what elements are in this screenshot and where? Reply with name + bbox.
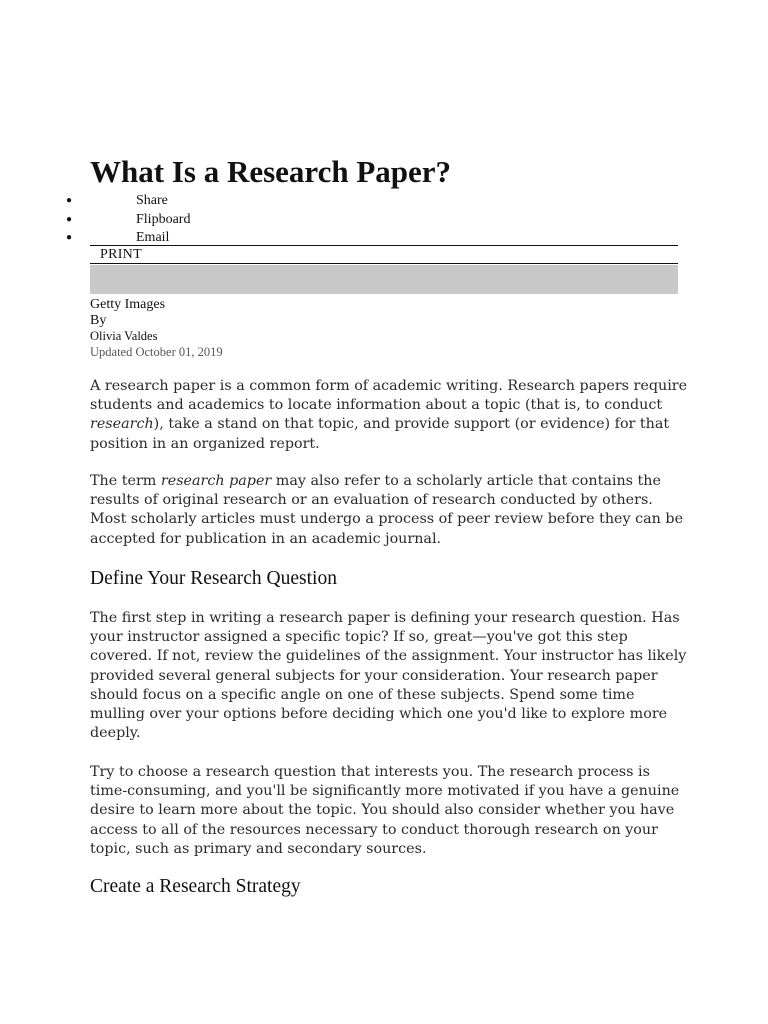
updated-date: Updated October 01, 2019 — [90, 345, 223, 359]
bullet-icon: ● — [66, 213, 73, 225]
share-link[interactable]: Share — [136, 193, 168, 208]
paragraph-first-step: The first step in writing a research paper is defining your research question. Has your instructor assigned a specific topic? If so, great—you've got this step covered. If not, review the guidelines of the assignment. Your instructor has likely provided several general subjects for your consideration. Your research paper should focus on a specific angle on one of these subjects. Spend some time mulling over your options before deciding which one you'd like to explore more deeply. — [90, 610, 687, 742]
byline-label: By — [90, 313, 107, 328]
paragraph-text: may also refer to a scholarly article that contains the results of original research or an evaluation of research conducted by others. Most scholarly articles must undergo a process of peer review before they can be accepted for publication in an academic journal. — [90, 473, 684, 547]
bullet-icon: ● — [66, 195, 73, 206]
print-bar[interactable] — [90, 245, 678, 264]
email-link[interactable]: Email — [136, 230, 170, 245]
flipboard-link[interactable]: Flipboard — [136, 211, 191, 227]
section-heading-define-question: Define Your Research Question — [90, 568, 337, 589]
paragraph-text: ), take a stand on that topic, and provide support (or evidence) for that position in an organized report. — [90, 416, 670, 452]
author-link[interactable]: Olivia Valdes — [90, 329, 158, 343]
article-image-placeholder — [90, 265, 678, 294]
paragraph-text: A research paper is a common form of academic writing. Research papers require students and academics to locate information about a topic (that is, to conduct — [90, 378, 688, 414]
article-title: What Is a Research Paper? — [90, 154, 452, 189]
paragraph-text: The term — [90, 473, 161, 489]
emphasis-text: research — [90, 416, 154, 433]
section-heading-research-strategy: Create a Research Strategy — [90, 876, 301, 897]
paragraph-intro — [90, 377, 690, 454]
print-button[interactable]: PRINT — [100, 247, 142, 262]
paragraph-term — [90, 472, 690, 549]
image-caption: Getty Images — [90, 297, 166, 312]
emphasis-text: research paper — [160, 473, 272, 489]
paragraph-choose-question: Try to choose a research question that interests you. The research process is time-consuming, and you'll be significantly more motivated if you have a genuine desire to learn more about the topic. You should also consider whether you have access to all of the resources necessary to conduct thorough research on your topic, such as primary and secondary sources. — [90, 764, 680, 857]
bullet-icon: ● — [66, 232, 73, 243]
